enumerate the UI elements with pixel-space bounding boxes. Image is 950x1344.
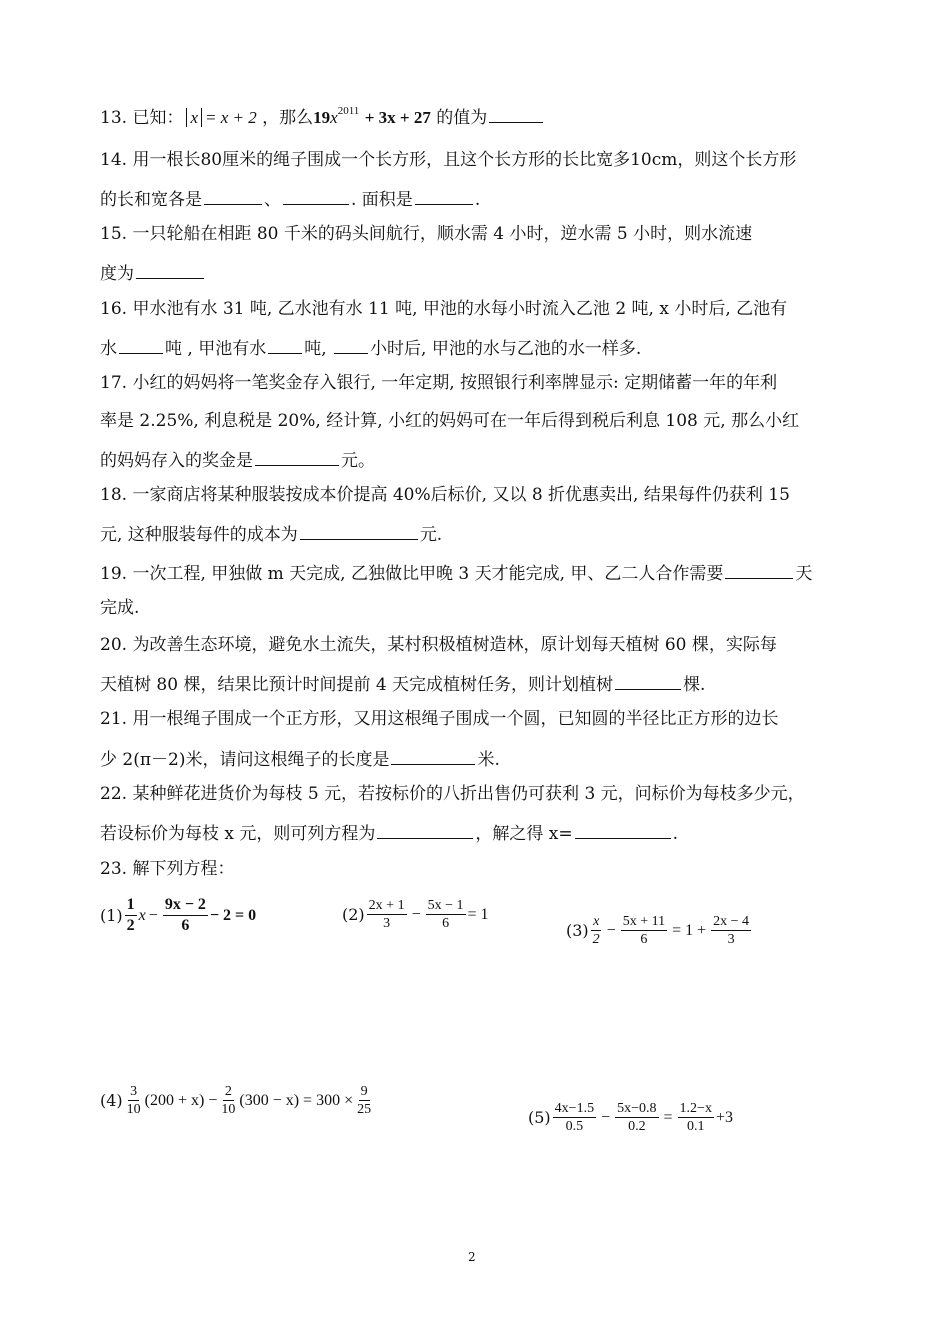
eq2-minus: −: [411, 905, 421, 923]
question-17-line2: 率是 2.25%, 利息税是 20%, 经计算, 小红的妈妈可在一年后得到税后利息 108 元, 那么小红: [100, 411, 800, 431]
q20-end: 棵.: [683, 675, 706, 695]
q16-text-c: 吨,: [304, 339, 327, 359]
equation-1: [100, 895, 256, 936]
q17-text: 的妈妈存入的奖金是: [100, 451, 253, 471]
q13-mid: ，那么: [262, 108, 314, 128]
eq3-f3-den: 3: [727, 932, 735, 947]
answer-blank[interactable]: [255, 447, 339, 466]
q19-unit: 天: [795, 564, 813, 584]
eq4-part2: (300 − x) = 300 ×: [239, 1091, 354, 1109]
q14-text2: . 面积是: [351, 190, 413, 210]
q16-text-b: 吨 , 甲池有水: [165, 339, 267, 359]
question-20-line2: [100, 671, 705, 696]
abs-value-x: [186, 108, 202, 127]
question-15-line1: 15. 一只轮船在相距 80 千米的码头间航行，顺水需 4 小时，逆水需 5 小时，则水流速: [100, 224, 753, 244]
equation-2: [342, 897, 489, 932]
answer-blank[interactable]: [615, 671, 681, 690]
eq3-minus: −: [606, 921, 616, 939]
eq1-fraction-1: [125, 895, 137, 936]
eq5-f1-den: 0.5: [565, 1119, 584, 1134]
eq3-f1-num: x: [593, 914, 600, 929]
question-16-line2: [100, 335, 641, 360]
answer-blank[interactable]: [204, 186, 262, 205]
q21-text: 少 2(π－2)米，请问这根绳子的长度是: [100, 750, 390, 770]
answer-blank[interactable]: [268, 335, 302, 354]
q20-text: 天植树 80 棵，结果比预计时间提前 4 天完成植树任务，则计划植树: [100, 675, 614, 695]
page-number: 2: [468, 1250, 476, 1264]
q16-text-d: 小时后, 甲池的水与乙池的水一样多.: [370, 339, 642, 359]
eq3-mid: = 1 +: [672, 921, 707, 939]
q13-coef: 19: [313, 108, 331, 127]
eq4-f2-num: 2: [224, 1084, 232, 1099]
q18-end: 元.: [419, 525, 443, 545]
eq5-minus: −: [601, 1108, 611, 1126]
abs-x: x: [190, 108, 198, 127]
eq1-x: x: [138, 906, 146, 924]
eq5-f2-den: 0.2: [628, 1119, 646, 1134]
question-15-line2: [100, 260, 206, 285]
q15-text: 度为: [100, 264, 134, 284]
eq5-f3-num: 1.2−x: [679, 1101, 712, 1116]
question-23-title: 23. 解下列方程：: [100, 859, 235, 879]
eq2-fraction-1: [367, 897, 407, 932]
question-14-line2: [100, 186, 480, 211]
q14-text: 的长和宽各是: [100, 190, 202, 210]
eq1-minus: −: [148, 906, 158, 924]
q18-text: 元, 这种服装每件的成本为: [100, 525, 298, 545]
answer-blank[interactable]: [415, 186, 473, 205]
q16-text-a: 水: [100, 339, 117, 359]
answer-blank[interactable]: [725, 560, 793, 579]
equation-4: [100, 1083, 375, 1118]
answer-blank[interactable]: [136, 260, 204, 279]
q22-end: .: [672, 824, 679, 844]
question-18-line2: [100, 521, 442, 546]
q13-tail: 的值为: [436, 108, 488, 128]
eq4-f3-num: 9: [360, 1084, 368, 1099]
eq4-f1-den: 10: [126, 1102, 141, 1117]
eq5-f1-num: 4x−1.5: [554, 1101, 595, 1116]
eq3-fraction-2: [621, 913, 667, 948]
eq3-fraction-1: [591, 913, 602, 948]
eq2-label: (2): [342, 905, 365, 924]
equation-5: [528, 1100, 733, 1135]
q13-exponent: 2011: [337, 105, 360, 117]
q14-end: .: [474, 190, 481, 210]
answer-blank[interactable]: [283, 186, 349, 205]
eq1-tail: − 2 = 0: [209, 906, 257, 924]
eq4-f1-num: 3: [130, 1084, 138, 1099]
q13-lead: 13. 已知：: [100, 108, 184, 128]
eq5-f2-num: 5x−0.8: [617, 1101, 657, 1116]
question-17-line3: [100, 447, 375, 472]
q13-rhs: = x + 2: [205, 108, 257, 127]
eq1-label: (1): [100, 906, 123, 925]
eq4-f2-den: 10: [221, 1102, 236, 1117]
eq5-f3-den: 0.1: [687, 1119, 705, 1134]
eq5-fraction-3: [678, 1100, 714, 1135]
eq2-f1-num: 2x + 1: [368, 898, 405, 913]
eq3-label: (3): [566, 921, 589, 940]
eq4-f3-den: 25: [357, 1102, 372, 1117]
eq3-f1-den: 2: [592, 932, 600, 947]
eq4-label: (4): [100, 1091, 123, 1110]
eq2-f1-den: 3: [383, 916, 391, 931]
question-21-line2: [100, 746, 500, 771]
question-18-line1: 18. 一家商店将某种服装按成本价提高 40%后标价, 又以 8 折优惠卖出, 结果每件仍获利 15: [100, 485, 790, 505]
equation-3: [566, 913, 753, 948]
eq3-f2-den: 6: [640, 932, 648, 947]
eq3-f2-num: 5x + 11: [622, 914, 666, 929]
eq5-label: (5): [528, 1108, 551, 1127]
eq2-f2-num: 5x − 1: [427, 898, 464, 913]
q22-text: 若设标价为每枝 x 元，则可列方程为: [100, 824, 376, 844]
eq2-f2-den: 6: [442, 916, 450, 931]
eq4-fraction-1: [125, 1083, 143, 1118]
eq4-fraction-2: [219, 1083, 237, 1118]
question-13: [100, 104, 545, 129]
answer-blank[interactable]: [334, 335, 368, 354]
eq3-f3-num: 2x − 4: [713, 914, 750, 929]
question-16-line1: 16. 甲水池有水 31 吨, 乙水池有水 11 吨, 甲池的水每小时流入乙池 2 吨, x 小时后, 乙池有: [100, 299, 788, 319]
question-19-line2: 完成.: [100, 598, 140, 618]
answer-blank[interactable]: [575, 820, 671, 839]
question-21-line1: 21. 用一根绳子围成一个正方形，又用这根绳子围成一个圆，已知圆的半径比正方形的边长: [100, 709, 779, 729]
q21-end: 米.: [477, 750, 500, 770]
eq2-fraction-2: [426, 897, 466, 932]
question-17-line1: 17. 小红的妈妈将一笔奖金存入银行, 一年定期, 按照银行利率牌显示: 定期储蓄一年的年利: [100, 373, 778, 393]
eq1-f2-num: 9x − 2: [163, 895, 208, 916]
q19-text: 19. 一次工程, 甲独做 m 天完成, 乙独做比甲晚 3 天才能完成, 甲、乙二人合作需要: [100, 564, 724, 584]
question-19-line1: [100, 560, 812, 585]
q22-text2: ，解之得 x=: [475, 824, 573, 844]
q13-expr-rest: + 3x + 27: [364, 108, 431, 127]
eq5-fraction-1: [553, 1100, 596, 1135]
q14-sep: 、: [264, 190, 281, 210]
answer-blank[interactable]: [489, 104, 543, 123]
answer-blank[interactable]: [377, 820, 473, 839]
eq1-f1-den: 2: [126, 917, 135, 934]
eq3-fraction-3: [711, 913, 751, 948]
answer-blank[interactable]: [119, 335, 163, 354]
eq1-f2-den: 6: [181, 917, 190, 934]
answer-blank[interactable]: [300, 521, 418, 540]
eq4-fraction-3: [355, 1083, 373, 1118]
eq1-f1-num: 1: [125, 895, 137, 916]
question-20-line1: 20. 为改善生态环境，避免水土流失，某村积极植树造林，原计划每天植树 60 棵，实际每: [100, 635, 777, 655]
eq5-equals: =: [663, 1108, 673, 1126]
eq2-tail: = 1: [467, 905, 489, 923]
eq5-tail: +3: [715, 1108, 733, 1126]
eq4-part1: (200 + x) −: [144, 1091, 218, 1109]
answer-blank[interactable]: [391, 746, 475, 765]
question-22-line2: [100, 820, 678, 845]
q13-x: x: [330, 108, 338, 127]
question-14-line1: 14. 用一根长80厘米的绳子围成一个长方形，且这个长方形的长比宽多10cm，则这个长方形: [100, 150, 797, 170]
eq1-fraction-2: [163, 895, 208, 936]
question-22-line1: 22. 某种鲜花进货价为每枝 5 元，若按标价的八折出售仍可获利 3 元，问标价为每枝多少元，: [100, 784, 805, 804]
eq5-fraction-2: [615, 1100, 658, 1135]
q17-end: 元。: [341, 451, 375, 471]
